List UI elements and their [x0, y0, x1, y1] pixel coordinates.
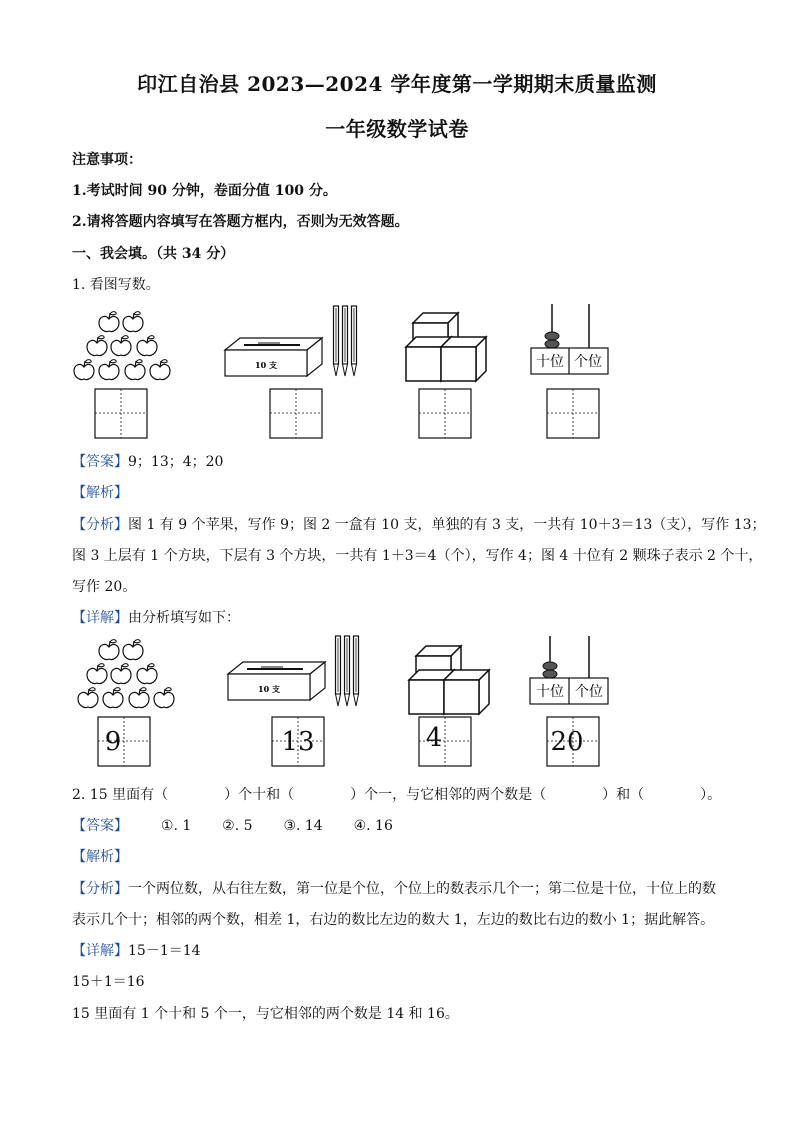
analysis-tag: 【分析】 — [72, 517, 128, 533]
q1-figures-row2 — [0, 634, 794, 784]
q1-answer-text: 9；13；4；20 — [128, 454, 224, 470]
q2-answer-3: ③. 14 — [283, 818, 323, 834]
notes-heading: 注意事项： — [72, 152, 142, 168]
exam-title: 印江自治县 2023—2024 学年度第一学期期末质量监测 — [137, 72, 657, 96]
q1-figures-row1 — [0, 300, 794, 450]
abacus-figure-2 — [530, 636, 608, 704]
q2-detail-3: 15 里面有 1 个十和 5 个一，与它相邻的两个数是 14 和 16。 — [72, 1006, 459, 1022]
section-1-heading: 一、我会填。（共 34 分） — [72, 246, 235, 262]
abacus-tens-label: 十位 — [536, 354, 564, 370]
answer-boxes-row2 — [98, 717, 599, 766]
q1-jiexi-tag: 【解析】 — [72, 485, 128, 501]
filled-answer-1: 9 — [104, 727, 122, 757]
q2-answer-4: ④. 16 — [353, 818, 393, 834]
apples-figure-2 — [78, 640, 174, 708]
answer-boxes-row1 — [95, 389, 599, 438]
apples-figure — [74, 312, 170, 380]
answer-tag: 【答案】 — [72, 454, 128, 470]
q1-analysis-2: 图 3 上层有 1 个方块，下层有 3 个方块，一共有 1＋3＝4（个），写作 4；图 4 十位有 2 颗珠子表示 2 个十， — [72, 548, 763, 564]
q2-detail-text-1: 15－1＝14 — [128, 943, 201, 959]
pencil-box-figure — [225, 306, 357, 376]
pencil-box-label: 10 支 — [255, 360, 277, 370]
analysis-tag-2: 【分析】 — [72, 881, 128, 897]
filled-answer-4: 20 — [550, 727, 584, 757]
q2-answer-1: ①. 1 — [160, 818, 192, 834]
detail-tag-2: 【详解】 — [72, 943, 128, 959]
q2-jiexi-tag: 【解析】 — [72, 849, 128, 865]
cubes-figure — [406, 313, 486, 381]
q1-analysis-3: 写作 20。 — [72, 579, 137, 595]
answer-tag-2: 【答案】 — [72, 818, 128, 834]
cubes-figure-2 — [409, 646, 489, 714]
q1-answer — [72, 452, 734, 472]
abacus-ones-label-2: 个位 — [575, 684, 603, 700]
pencil-box-figure-2 — [228, 636, 359, 706]
notes-item-1: 1.考试时间 90 分钟，卷面分值 100 分。 — [72, 183, 337, 199]
q2-prompt: 2. 15 里面有（ ）个十和（ ）个一，与它相邻的两个数是（ ）和（ ）。 — [72, 787, 722, 803]
q2-answer — [72, 816, 734, 836]
pencil-box-label-2: 10 支 — [258, 684, 280, 694]
q1-analysis-1 — [72, 515, 766, 535]
q2-analysis-text-1: 一个两位数，从右往左数，第一位是个位，个位上的数表示几个一；第二位是十位，十位上的数 — [128, 881, 716, 897]
q2-analysis-2: 表示几个十；相邻的两个数，相差 1，右边的数比左边的数大 1，左边的数比右边的数小 1；据此解答。 — [72, 912, 715, 928]
detail-tag: 【详解】 — [72, 610, 128, 626]
q2-analysis-1 — [72, 879, 734, 899]
filled-answer-3: 4 — [425, 723, 443, 753]
q2-detail-1 — [72, 941, 734, 961]
filled-answer-2: 13 — [281, 727, 315, 757]
abacus-tens-label-2: 十位 — [536, 684, 564, 700]
abacus-figure — [531, 304, 608, 374]
exam-subtitle: 一年级数学试卷 — [325, 117, 469, 141]
q2-answer-2: ②. 5 — [222, 818, 253, 834]
q1-analysis-text-1: 图 1 有 9 个苹果，写作 9；图 2 一盒有 10 支，单独的有 3 支，一共有 10＋3＝13（支），写作 13； — [128, 517, 766, 533]
abacus-ones-label: 个位 — [574, 354, 602, 370]
q1-detail — [72, 608, 734, 628]
q2-detail-2: 15＋1＝16 — [72, 974, 145, 990]
q1-detail-text: 由分析填写如下： — [128, 610, 240, 626]
q1-prompt: 1. 看图写数。 — [72, 277, 160, 293]
notes-item-2: 2.请将答题内容填写在答题方框内，否则为无效答题。 — [72, 214, 409, 230]
